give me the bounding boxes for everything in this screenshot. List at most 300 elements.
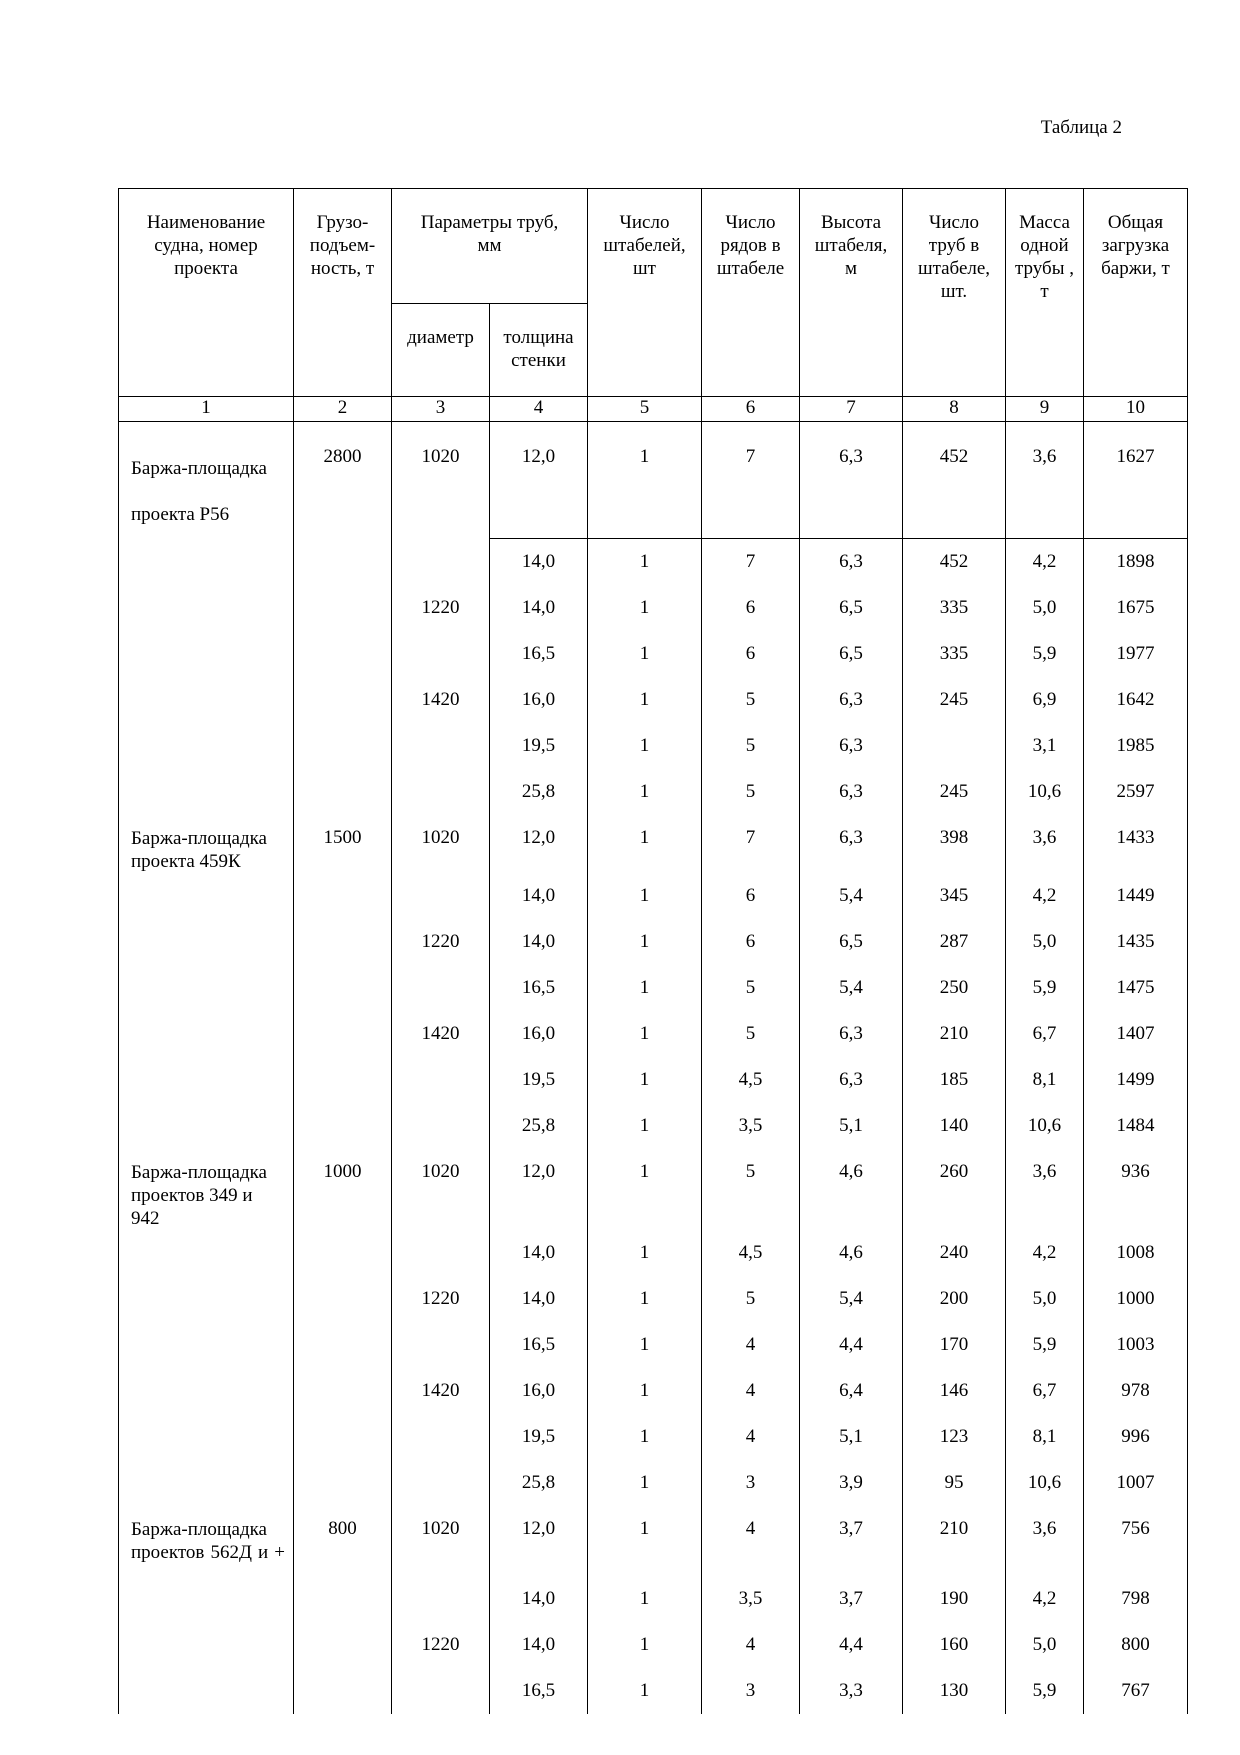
diameter-cell (392, 1460, 490, 1506)
wall-cell: 12,0 (490, 1506, 588, 1576)
wall-cell: 25,8 (490, 769, 588, 815)
column-number: 9 (1006, 397, 1084, 422)
pipes-cell: 250 (903, 965, 1006, 1011)
stacks-cell: 1 (588, 631, 702, 677)
height-cell: 4,6 (800, 1149, 903, 1230)
load-cell: 1008 (1084, 1230, 1188, 1276)
rows-cell: 4,5 (702, 1057, 800, 1103)
header-pipes: Число труб в штабеле, шт. (903, 189, 1006, 397)
mass-cell: 5,0 (1006, 1276, 1084, 1322)
column-number: 4 (490, 397, 588, 422)
column-number: 2 (294, 397, 392, 422)
stacks-cell: 1 (588, 1506, 702, 1576)
pipes-cell (903, 723, 1006, 769)
diameter-cell: 1020 (392, 422, 490, 539)
wall-cell: 25,8 (490, 1103, 588, 1149)
diameter-cell (392, 631, 490, 677)
capacity-cell (294, 1368, 392, 1414)
header-pipe-params: Параметры труб, мм (392, 189, 588, 304)
height-cell: 3,3 (800, 1668, 903, 1714)
column-numbers-row (119, 397, 1188, 422)
wall-cell: 25,8 (490, 1460, 588, 1506)
vessel-name-cell (119, 1322, 294, 1368)
diameter-cell (392, 1576, 490, 1622)
wall-cell: 16,0 (490, 1011, 588, 1057)
capacity-cell (294, 1576, 392, 1622)
capacity-cell (294, 1414, 392, 1460)
height-cell: 5,4 (800, 965, 903, 1011)
diameter-cell (392, 965, 490, 1011)
stacks-cell: 1 (588, 1103, 702, 1149)
table-row (119, 1414, 1188, 1460)
pipes-cell: 185 (903, 1057, 1006, 1103)
stacks-cell: 1 (588, 677, 702, 723)
diameter-cell: 1020 (392, 1149, 490, 1230)
stacks-cell: 1 (588, 1622, 702, 1668)
pipes-cell: 245 (903, 677, 1006, 723)
stacks-cell: 1 (588, 1322, 702, 1368)
height-cell: 3,7 (800, 1506, 903, 1576)
height-cell: 6,3 (800, 1011, 903, 1057)
table-row (119, 1276, 1188, 1322)
stacks-cell: 1 (588, 1668, 702, 1714)
table-row (119, 815, 1188, 873)
wall-cell: 16,0 (490, 1368, 588, 1414)
wall-cell: 14,0 (490, 1276, 588, 1322)
load-cell: 1985 (1084, 723, 1188, 769)
rows-cell: 5 (702, 723, 800, 769)
vessel-name-cell (119, 1622, 294, 1668)
capacity-cell (294, 1668, 392, 1714)
table-body (119, 422, 1188, 1714)
table-row (119, 1103, 1188, 1149)
table-row (119, 965, 1188, 1011)
column-number: 1 (119, 397, 294, 422)
vessel-name-cell: Баржа-площадка проекта 459К (119, 815, 294, 873)
rows-cell: 3 (702, 1460, 800, 1506)
mass-cell: 10,6 (1006, 1103, 1084, 1149)
pipes-cell: 345 (903, 873, 1006, 919)
mass-cell: 5,0 (1006, 1622, 1084, 1668)
height-cell: 6,3 (800, 1057, 903, 1103)
pipes-cell: 130 (903, 1668, 1006, 1714)
mass-cell: 5,9 (1006, 965, 1084, 1011)
pipes-cell: 335 (903, 631, 1006, 677)
load-cell: 1475 (1084, 965, 1188, 1011)
vessel-name-cell (119, 1103, 294, 1149)
load-cell: 1407 (1084, 1011, 1188, 1057)
wall-cell: 14,0 (490, 1622, 588, 1668)
height-cell: 6,3 (800, 422, 903, 539)
load-cell: 1977 (1084, 631, 1188, 677)
height-cell: 5,4 (800, 873, 903, 919)
header-wall: толщина стенки (490, 304, 588, 397)
column-number: 6 (702, 397, 800, 422)
height-cell: 6,5 (800, 919, 903, 965)
table-row (119, 1506, 1188, 1576)
rows-cell: 7 (702, 538, 800, 585)
pipes-cell: 210 (903, 1011, 1006, 1057)
wall-cell: 14,0 (490, 873, 588, 919)
load-cell: 1000 (1084, 1276, 1188, 1322)
diameter-cell: 1020 (392, 815, 490, 873)
capacity-cell: 1000 (294, 1149, 392, 1230)
table-row (119, 1149, 1188, 1230)
load-cell: 1627 (1084, 422, 1188, 539)
height-cell: 5,4 (800, 1276, 903, 1322)
stacks-cell: 1 (588, 1057, 702, 1103)
capacity-cell (294, 1460, 392, 1506)
vessel-name-cell: Баржа-площадка проектов 349 и 942 (119, 1149, 294, 1230)
vessel-name-cell (119, 1368, 294, 1414)
height-cell: 4,6 (800, 1230, 903, 1276)
diameter-cell (392, 1230, 490, 1276)
wall-cell: 19,5 (490, 723, 588, 769)
table-row (119, 919, 1188, 965)
diameter-cell (392, 1322, 490, 1368)
mass-cell: 4,2 (1006, 1230, 1084, 1276)
mass-cell: 4,2 (1006, 873, 1084, 919)
height-cell: 6,3 (800, 769, 903, 815)
capacity-cell (294, 873, 392, 919)
mass-cell: 6,9 (1006, 677, 1084, 723)
stacks-cell: 1 (588, 1460, 702, 1506)
diameter-cell: 1420 (392, 677, 490, 723)
height-cell: 6,3 (800, 538, 903, 585)
table-row (119, 422, 1188, 539)
capacity-cell (294, 1057, 392, 1103)
table-row (119, 585, 1188, 631)
stacks-cell: 1 (588, 1276, 702, 1322)
capacity-cell (294, 1011, 392, 1057)
rows-cell: 3,5 (702, 1103, 800, 1149)
height-cell: 6,3 (800, 723, 903, 769)
diameter-cell (392, 723, 490, 769)
column-number: 7 (800, 397, 903, 422)
vessel-name-cell (119, 1011, 294, 1057)
vessel-name-cell (119, 873, 294, 919)
load-cell: 756 (1084, 1506, 1188, 1576)
vessel-name-cell (119, 723, 294, 769)
capacity-cell: 2800 (294, 422, 392, 539)
stacks-cell: 1 (588, 815, 702, 873)
vessel-name-cell (119, 677, 294, 723)
load-cell: 1898 (1084, 538, 1188, 585)
column-number: 10 (1084, 397, 1188, 422)
mass-cell: 3,6 (1006, 1149, 1084, 1230)
header-mass: Масса одной трубы , т (1006, 189, 1084, 397)
stacks-cell: 1 (588, 965, 702, 1011)
header-name: Наименование судна, номер проекта (119, 189, 294, 397)
mass-cell: 10,6 (1006, 769, 1084, 815)
stacks-cell: 1 (588, 1368, 702, 1414)
rows-cell: 5 (702, 677, 800, 723)
pipes-cell: 146 (903, 1368, 1006, 1414)
column-number: 5 (588, 397, 702, 422)
pipes-cell: 95 (903, 1460, 1006, 1506)
mass-cell: 4,2 (1006, 538, 1084, 585)
diameter-cell (392, 1057, 490, 1103)
pipes-cell: 335 (903, 585, 1006, 631)
capacity-cell (294, 769, 392, 815)
capacity-cell (294, 919, 392, 965)
stacks-cell: 1 (588, 769, 702, 815)
vessel-name-cell (119, 1460, 294, 1506)
wall-cell: 12,0 (490, 422, 588, 539)
rows-cell: 6 (702, 919, 800, 965)
stacks-cell: 1 (588, 585, 702, 631)
diameter-cell (392, 1414, 490, 1460)
mass-cell: 5,0 (1006, 919, 1084, 965)
load-cell: 978 (1084, 1368, 1188, 1414)
mass-cell: 8,1 (1006, 1057, 1084, 1103)
load-cell: 1642 (1084, 677, 1188, 723)
capacity-cell: 800 (294, 1506, 392, 1576)
header-stacks: Число штабелей, шт (588, 189, 702, 397)
mass-cell: 5,9 (1006, 1668, 1084, 1714)
mass-cell: 4,2 (1006, 1576, 1084, 1622)
pipe-load-table (118, 188, 1188, 1714)
table-row (119, 1322, 1188, 1368)
diameter-cell: 1020 (392, 1506, 490, 1576)
diameter-cell (392, 769, 490, 815)
pipes-cell: 170 (903, 1322, 1006, 1368)
pipes-cell: 240 (903, 1230, 1006, 1276)
mass-cell: 3,1 (1006, 723, 1084, 769)
load-cell: 936 (1084, 1149, 1188, 1230)
vessel-name-cell (119, 1276, 294, 1322)
height-cell: 3,9 (800, 1460, 903, 1506)
stacks-cell: 1 (588, 1414, 702, 1460)
diameter-cell (392, 538, 490, 585)
pipes-cell: 190 (903, 1576, 1006, 1622)
wall-cell: 12,0 (490, 1149, 588, 1230)
header-rows: Число рядов в штабеле (702, 189, 800, 397)
diameter-cell: 1220 (392, 919, 490, 965)
wall-cell: 16,5 (490, 1322, 588, 1368)
stacks-cell: 1 (588, 422, 702, 539)
rows-cell: 5 (702, 1149, 800, 1230)
header-height: Высота штабеля, м (800, 189, 903, 397)
rows-cell: 5 (702, 965, 800, 1011)
rows-cell: 6 (702, 631, 800, 677)
mass-cell: 3,6 (1006, 815, 1084, 873)
height-cell: 6,4 (800, 1368, 903, 1414)
vessel-name-cell: Баржа-площадка проекта Р56 (119, 422, 294, 539)
diameter-cell (392, 1668, 490, 1714)
pipes-cell: 287 (903, 919, 1006, 965)
load-cell: 800 (1084, 1622, 1188, 1668)
table-row (119, 769, 1188, 815)
load-cell: 1675 (1084, 585, 1188, 631)
load-cell: 1007 (1084, 1460, 1188, 1506)
table-row (119, 677, 1188, 723)
table-row (119, 1057, 1188, 1103)
load-cell: 767 (1084, 1668, 1188, 1714)
rows-cell: 3,5 (702, 1576, 800, 1622)
table-row (119, 1668, 1188, 1714)
stacks-cell: 1 (588, 1149, 702, 1230)
pipes-cell: 245 (903, 769, 1006, 815)
pipes-cell: 200 (903, 1276, 1006, 1322)
height-cell: 4,4 (800, 1322, 903, 1368)
column-number: 8 (903, 397, 1006, 422)
vessel-name-cell (119, 1668, 294, 1714)
diameter-cell: 1220 (392, 1622, 490, 1668)
diameter-cell: 1420 (392, 1011, 490, 1057)
wall-cell: 16,5 (490, 631, 588, 677)
table-row (119, 631, 1188, 677)
mass-cell: 5,9 (1006, 631, 1084, 677)
wall-cell: 16,0 (490, 677, 588, 723)
vessel-name-cell (119, 538, 294, 585)
table-row (119, 538, 1188, 585)
capacity-cell (294, 1322, 392, 1368)
mass-cell: 10,6 (1006, 1460, 1084, 1506)
height-cell: 4,4 (800, 1622, 903, 1668)
load-cell: 1449 (1084, 873, 1188, 919)
capacity-cell (294, 723, 392, 769)
load-cell: 1435 (1084, 919, 1188, 965)
header-diameter: диаметр (392, 304, 490, 397)
pipes-cell: 160 (903, 1622, 1006, 1668)
header-capacity: Грузо-подъем-ность, т (294, 189, 392, 397)
rows-cell: 4 (702, 1368, 800, 1414)
rows-cell: 6 (702, 585, 800, 631)
table-caption: Таблица 2 (1040, 117, 1122, 138)
mass-cell: 3,6 (1006, 422, 1084, 539)
mass-cell: 5,0 (1006, 585, 1084, 631)
wall-cell: 19,5 (490, 1057, 588, 1103)
vessel-name-cell (119, 965, 294, 1011)
table-row (119, 1622, 1188, 1668)
diameter-cell: 1420 (392, 1368, 490, 1414)
wall-cell: 16,5 (490, 1668, 588, 1714)
vessel-name-cell (119, 1230, 294, 1276)
capacity-cell (294, 965, 392, 1011)
capacity-cell (294, 631, 392, 677)
rows-cell: 4,5 (702, 1230, 800, 1276)
vessel-name-cell (119, 769, 294, 815)
header-load: Общая загрузка баржи, т (1084, 189, 1188, 397)
table-row (119, 1368, 1188, 1414)
rows-cell: 4 (702, 1414, 800, 1460)
vessel-name-cell (119, 1057, 294, 1103)
diameter-cell: 1220 (392, 1276, 490, 1322)
diameter-cell: 1220 (392, 585, 490, 631)
table-row (119, 1576, 1188, 1622)
load-cell: 1003 (1084, 1322, 1188, 1368)
rows-cell: 5 (702, 769, 800, 815)
height-cell: 5,1 (800, 1103, 903, 1149)
diameter-cell (392, 1103, 490, 1149)
pipes-cell: 210 (903, 1506, 1006, 1576)
pipes-cell: 140 (903, 1103, 1006, 1149)
wall-cell: 14,0 (490, 538, 588, 585)
stacks-cell: 1 (588, 919, 702, 965)
capacity-cell (294, 677, 392, 723)
rows-cell: 7 (702, 422, 800, 539)
rows-cell: 4 (702, 1506, 800, 1576)
table-row (119, 723, 1188, 769)
diameter-cell (392, 873, 490, 919)
capacity-cell (294, 538, 392, 585)
table-row (119, 1460, 1188, 1506)
capacity-cell (294, 1103, 392, 1149)
table-row (119, 873, 1188, 919)
load-cell: 2597 (1084, 769, 1188, 815)
vessel-name-cell (119, 631, 294, 677)
stacks-cell: 1 (588, 873, 702, 919)
pipes-cell: 452 (903, 422, 1006, 539)
vessel-name-cell (119, 1576, 294, 1622)
wall-cell: 16,5 (490, 965, 588, 1011)
mass-cell: 8,1 (1006, 1414, 1084, 1460)
rows-cell: 3 (702, 1668, 800, 1714)
mass-cell: 3,6 (1006, 1506, 1084, 1576)
wall-cell: 14,0 (490, 1230, 588, 1276)
height-cell: 6,3 (800, 677, 903, 723)
rows-cell: 7 (702, 815, 800, 873)
rows-cell: 6 (702, 873, 800, 919)
wall-cell: 14,0 (490, 585, 588, 631)
capacity-cell (294, 1276, 392, 1322)
rows-cell: 4 (702, 1322, 800, 1368)
height-cell: 6,5 (800, 631, 903, 677)
height-cell: 6,5 (800, 585, 903, 631)
wall-cell: 14,0 (490, 1576, 588, 1622)
stacks-cell: 1 (588, 1011, 702, 1057)
vessel-name-cell (119, 919, 294, 965)
stacks-cell: 1 (588, 1576, 702, 1622)
vessel-name-cell (119, 585, 294, 631)
capacity-cell (294, 585, 392, 631)
stacks-cell: 1 (588, 723, 702, 769)
table-row (119, 1230, 1188, 1276)
capacity-cell: 1500 (294, 815, 392, 873)
rows-cell: 4 (702, 1622, 800, 1668)
mass-cell: 6,7 (1006, 1011, 1084, 1057)
vessel-name-cell: Баржа-площадка проектов 562Д и + (119, 1506, 294, 1576)
load-cell: 1433 (1084, 815, 1188, 873)
rows-cell: 5 (702, 1011, 800, 1057)
column-number: 3 (392, 397, 490, 422)
height-cell: 3,7 (800, 1576, 903, 1622)
mass-cell: 6,7 (1006, 1368, 1084, 1414)
pipes-cell: 123 (903, 1414, 1006, 1460)
pipes-cell: 398 (903, 815, 1006, 873)
wall-cell: 19,5 (490, 1414, 588, 1460)
stacks-cell: 1 (588, 1230, 702, 1276)
pipes-cell: 452 (903, 538, 1006, 585)
rows-cell: 5 (702, 1276, 800, 1322)
table-row (119, 1011, 1188, 1057)
capacity-cell (294, 1622, 392, 1668)
wall-cell: 14,0 (490, 919, 588, 965)
load-cell: 996 (1084, 1414, 1188, 1460)
load-cell: 798 (1084, 1576, 1188, 1622)
mass-cell: 5,9 (1006, 1322, 1084, 1368)
wall-cell: 12,0 (490, 815, 588, 873)
stacks-cell: 1 (588, 538, 702, 585)
table-header (119, 189, 1188, 422)
pipes-cell: 260 (903, 1149, 1006, 1230)
height-cell: 5,1 (800, 1414, 903, 1460)
load-cell: 1499 (1084, 1057, 1188, 1103)
height-cell: 6,3 (800, 815, 903, 873)
capacity-cell (294, 1230, 392, 1276)
vessel-name-cell (119, 1414, 294, 1460)
